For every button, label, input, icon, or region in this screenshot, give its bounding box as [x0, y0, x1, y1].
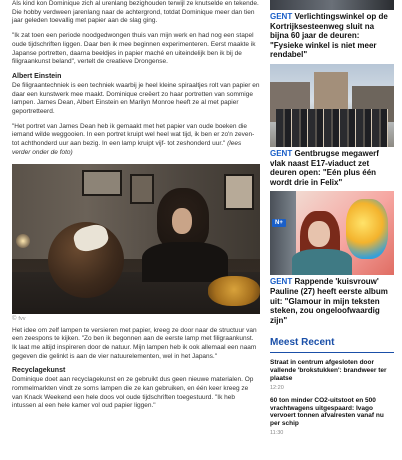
article-paragraph: Als kind kon Dominique zich al urenlang bezighouden terwijl ze knutselde en tekende. Die hobby verdween jarenlang naar de achtergrond, totdat Dominique meer dan tien jaar geleden toevallig met papier aan de slag ging. [12, 0, 259, 25]
recent-item[interactable] [270, 356, 394, 393]
recent-item-title[interactable]: Straat in centrum afgesloten door vallende 'brokstukken': brandweer ter plaatse [270, 359, 387, 382]
story-thumbnail[interactable] [270, 0, 394, 10]
article-paragraph: Dominique doet aan recyclagekunst en ze gebruikt dus geen nieuwe materialen. Op rommelmarkten vindt ze soms lampen die ze kan gebruiken, en één keer kreeg ze van Knack Weekend een hele doos vol oude tijdschriften toegestuurd. "Ik heb intussen al een hele kamer vol oud papier liggen." [12, 376, 254, 410]
story-headline[interactable] [270, 10, 394, 60]
article-subheading: Recyclagekunst [12, 367, 66, 375]
article-paragraph: De filigraantechniek is een techniek waarbij je heel kleine spiraaltjes rolt van papier en daar een kunstwerk mee maakt. Dominique creëert zo haar portretten van sommige lampen. James Dean, Albert Einstein en Marilyn Monroe heeft ze al met papier geportretteerd. [12, 81, 260, 116]
read-more-note: (lees verder onder de foto) [12, 140, 242, 156]
article-body [12, 0, 260, 417]
story-title: Gentbrugse megawerf vlak naast E17-viaduct zet deuren open: "Eén plus één wordt drie in Felix" [270, 148, 379, 187]
meest-recent-title: Meest Recent [270, 337, 394, 353]
recent-item-time: 12:20 [270, 384, 284, 391]
recent-item[interactable] [270, 394, 394, 439]
recent-item-title[interactable]: 60 ton minder CO2-uitstoot en 500 vrachtwagens uitgespaard: Ivago vervoert tonnen afvalresten vanaf nu per schip [270, 396, 384, 428]
sidebar-story[interactable] [270, 191, 394, 325]
quote-text: "Het portret van James Dean heb ik gemaakt met het papier van oude boeken die iemand wilde weggooien. In een portret kruipt wel heel wat tijd, ik ben er zo'n zeven- tot achthonderd uur aan bezig. In een lamp kruipt vijf- tot zeshonderd uur." [12, 122, 255, 148]
sidebar-story[interactable] [270, 64, 394, 187]
story-thumbnail[interactable] [270, 64, 394, 147]
premium-badge: N+ [272, 219, 286, 227]
story-headline[interactable] [270, 147, 394, 187]
story-headline[interactable] [270, 275, 394, 325]
story-title: Verlichtingswinkel op de Kortrijksesteenweg sluit na bijna 60 jaar de deuren: "Fysieke winkel is niet meer rendabel" [270, 12, 388, 60]
copyright-icon: © [12, 315, 17, 322]
meest-recent-section [270, 337, 394, 439]
thumb-person-face [308, 221, 330, 247]
photo-bowl [208, 276, 260, 306]
story-title: Rappende 'kuisvrouw' Pauline (27) heeft eerste album uit: "Glamour in mijn teksten steken, zou ongeloofwaardig zijn" [270, 277, 388, 325]
story-tag: GENT [270, 12, 293, 21]
photo-caption [12, 316, 260, 322]
photo-frame [224, 174, 254, 210]
photo-frame [82, 170, 122, 196]
article-paragraph: "Ik zat toen een periode noodgedwongen thuis van mijn werk en had nog een stapel oude tijdschriften liggen. Daar ben ik mee beginnen experimenteren. Eerst maakte ik Japanse portretten, daarna beeldjes in papier maché en uiteindelijk ben ik bij de filigraankunst beland", vertelt de creatieve Drongense. [12, 32, 256, 66]
sidebar-story[interactable] [270, 0, 394, 60]
story-tag: GENT [270, 277, 293, 287]
photo-frame [130, 174, 154, 204]
lamp-glow [16, 234, 30, 248]
photo-person-body [142, 242, 228, 282]
thumb-group-of-people [276, 109, 388, 147]
sidebar [270, 0, 394, 439]
story-tag: GENT [270, 148, 293, 158]
thumb-person-coat [292, 249, 352, 275]
article-photo[interactable] [12, 164, 260, 314]
thumb-colorful-object [346, 199, 388, 259]
article-paragraph: Het idee om zelf lampen te versieren met papier, kreeg ze door naar de structuur van een zeespons te kijken. "Zo ben ik begonnen aan de eerste lamp met filigraankunst. Ik laat me altijd inspireren door de natuur. Mijn lampen heb ik ook allemaal een naam gegeven die gelinkt is aan de vier natuurelementen, wel in het Japans." [12, 326, 257, 360]
article-subheading: Albert Einstein [12, 72, 62, 80]
article-paragraph [12, 123, 260, 158]
photo-person-face [172, 208, 192, 234]
recent-item-time: 11:30 [270, 429, 284, 436]
story-thumbnail[interactable] [270, 191, 394, 275]
photo-credit: fvv [18, 315, 26, 322]
